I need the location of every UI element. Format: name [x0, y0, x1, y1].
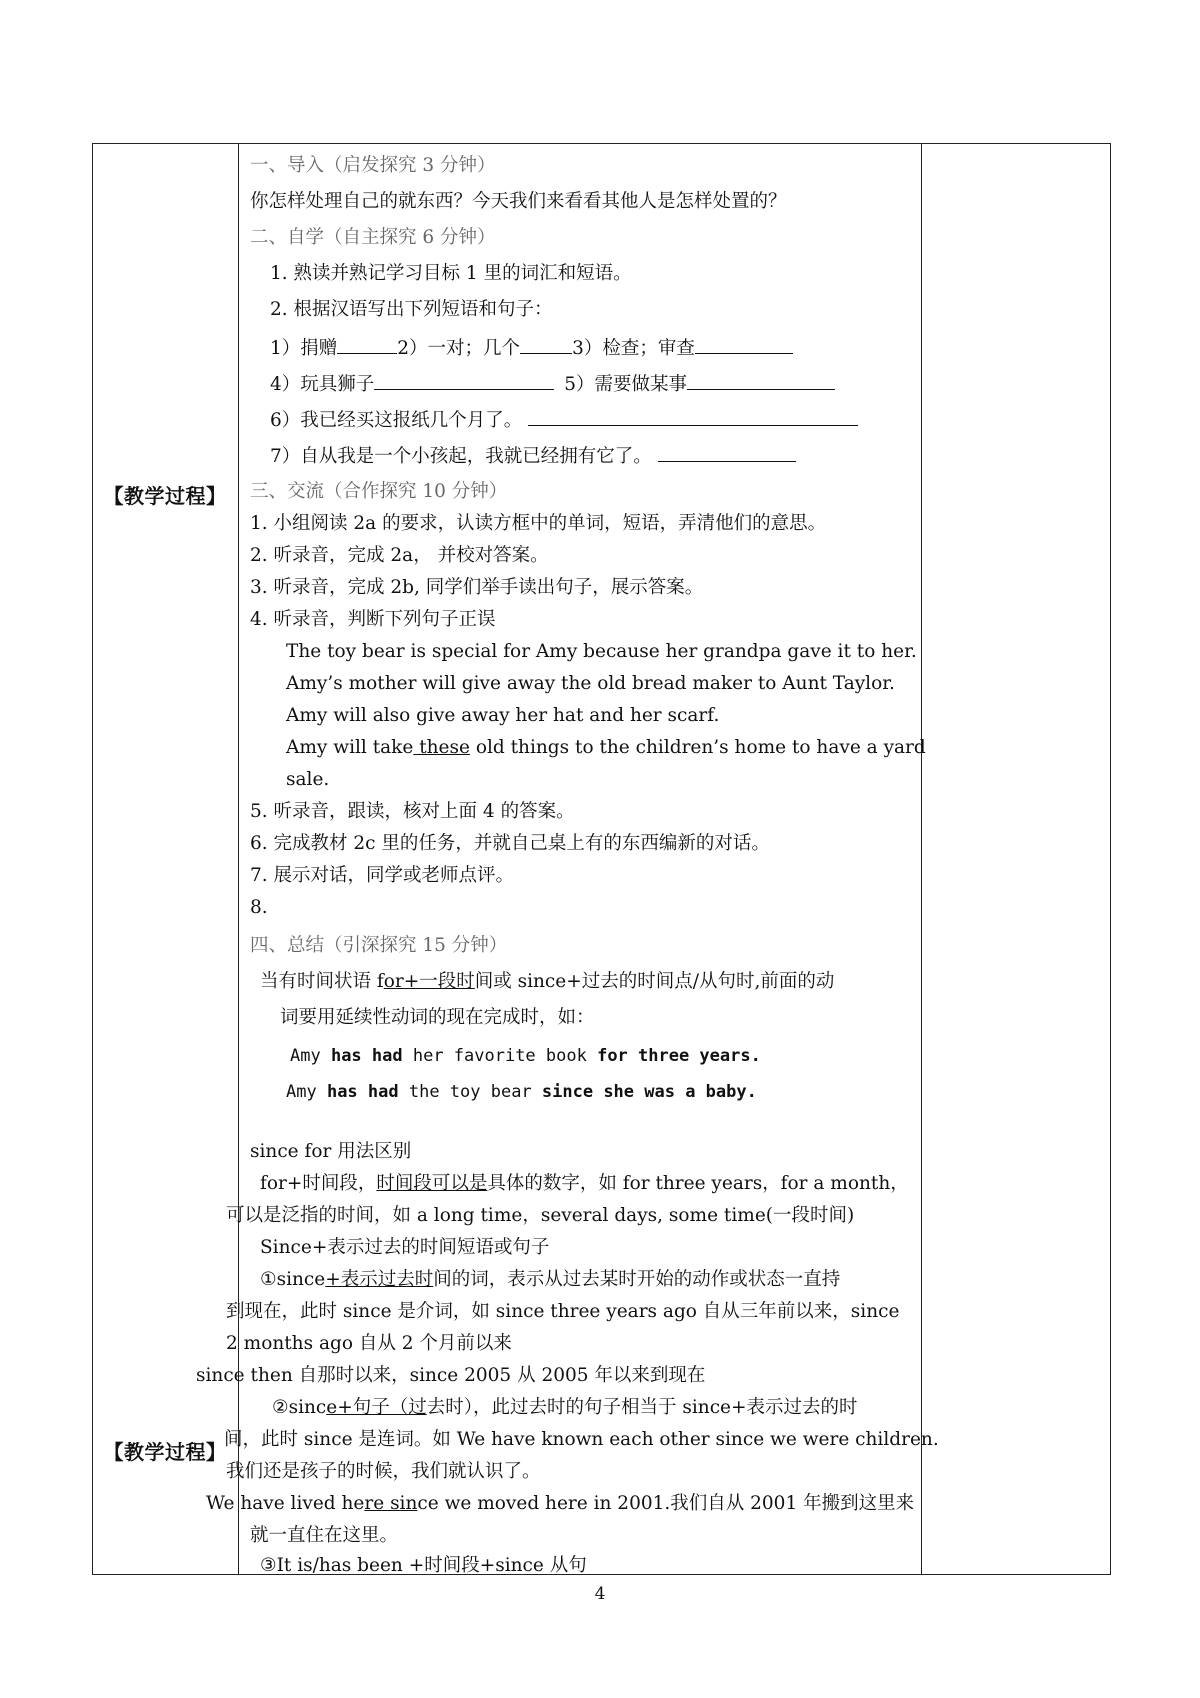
- usage-it-is-since: ③It is/has been +时间段+since 从句: [260, 1555, 587, 1576]
- phrase-label-2: 2）一对；几个: [397, 338, 521, 359]
- usage-since-4: since then 自那时以来，since 2005 从 2005 年以来到现在: [196, 1365, 706, 1386]
- example-1-bold-1: has had: [330, 1046, 403, 1066]
- usage-since-1-part-1: ①since: [260, 1269, 326, 1290]
- answer-blank-6[interactable]: [528, 405, 858, 426]
- usage-since-clause-underlined: e+句子（过: [326, 1397, 427, 1418]
- section-heading-intro: 一、导入（启发探究 3 分钟）: [250, 155, 496, 176]
- example-1-bold-2: for three years.: [597, 1046, 761, 1066]
- exchange-item-2: 2. 听录音，完成 2a， 并校对答案。: [250, 545, 549, 566]
- usage-since-1: [260, 1267, 840, 1293]
- answer-blank-2[interactable]: [520, 333, 572, 354]
- sentence-label-7: 7）自从我是一个小孩起，我就已经拥有它了。: [270, 446, 652, 467]
- example-sentence-2: [286, 1079, 757, 1105]
- example-2-bold-1: has had: [326, 1082, 399, 1102]
- exchange-item-1: 1. 小组阅读 2a 的要求，认读方框中的单词，短语，弄清他们的意思。: [250, 513, 827, 534]
- statement-4-continued: sale.: [286, 769, 330, 790]
- usage-for-1: [260, 1171, 909, 1197]
- sentence-label-6: 6）我已经买这报纸几个月了。: [270, 410, 523, 431]
- usage-heading: since for 用法区别: [250, 1141, 412, 1162]
- phrase-label-1: 1）捐赠: [270, 338, 338, 359]
- usage-since-2: 到现在，此时 since 是介词，如 since three years ago 自从三年前以来，since: [226, 1301, 900, 1322]
- phrase-label-3: 3）检查；审查: [572, 338, 695, 359]
- grammar-note-1-part-1: 当有时间状语 f: [260, 971, 384, 992]
- side-label-teaching-process-2: 【教学过程】: [103, 1440, 227, 1464]
- exchange-item-6: 6. 完成教材 2c 里的任务，并就自己桌上有的东西编新的对话。: [250, 833, 770, 854]
- sentence-row-6: [270, 405, 858, 434]
- statement-3: Amy will also give away her hat and her scarf.: [286, 705, 720, 726]
- usage-since-clause-1: [272, 1395, 858, 1421]
- section-heading-exchange: 三、交流（合作探究 10 分钟）: [250, 481, 508, 502]
- column-divider-left: [238, 143, 239, 1575]
- usage-since-clause-part-1: ②sinc: [272, 1397, 327, 1418]
- usage-for-part-2: 具体的数字，如 for three years，for a month，: [487, 1173, 909, 1194]
- exchange-item-3: 3. 听录音，完成 2b, 同学们举手读出句子，展示答案。: [250, 577, 704, 598]
- statement-4: [286, 735, 926, 761]
- usage-since-1-part-2: 间的词，表示从过去某时开始的动作或状态一直持: [433, 1269, 841, 1290]
- phrase-row-2: [270, 369, 835, 398]
- example-1-part-2: her favorite book: [402, 1046, 598, 1066]
- exchange-item-8: 8.: [250, 897, 268, 918]
- page-number: 4: [594, 1584, 606, 1604]
- section-heading-summary: 四、总结（引深探究 15 分钟）: [250, 935, 508, 956]
- usage-since-clause-4-part-1: We have lived he: [206, 1493, 365, 1514]
- selfstudy-item-1: 1. 熟读并熟记学习目标 1 里的词汇和短语。: [270, 263, 632, 284]
- selfstudy-item-2: 2. 根据汉语写出下列短语和句子：: [270, 299, 553, 320]
- answer-blank-7[interactable]: [658, 441, 796, 462]
- usage-since-heading: Since+表示过去的时间短语或句子: [260, 1237, 550, 1258]
- answer-blank-3[interactable]: [695, 333, 793, 354]
- exchange-item-7: 7. 展示对话，同学或老师点评。: [250, 865, 515, 886]
- usage-since-1-underlined: +表示过去时: [325, 1269, 434, 1290]
- usage-since-clause-3: 我们还是孩子的时候，我们就认识了。: [226, 1461, 541, 1482]
- example-2-bold-2: since she was a baby.: [541, 1082, 757, 1102]
- statement-4-part-2: old things to the children’s home to have a yard: [469, 737, 926, 758]
- usage-since-clause-4-part-2: ce we moved here in 2001.我们自从 2001 年搬到这里来: [417, 1493, 915, 1514]
- usage-since-clause-5: 就一直住在这里。: [250, 1525, 399, 1546]
- grammar-note-2: 词要用延续性动词的现在完成时，如：: [280, 1007, 595, 1028]
- grammar-note-1: [260, 969, 834, 995]
- usage-since-clause-2: 间，此时 since 是连词。如 We have known each other since we were children.: [224, 1429, 939, 1450]
- grammar-note-1-part-2: 间或 since+过去的时间点/从句时,前面的动: [474, 971, 835, 992]
- usage-for-part-1: for+时间段，: [260, 1173, 377, 1194]
- example-sentence-1: [290, 1043, 761, 1069]
- statement-1: The toy bear is special for Amy because her grandpa gave it to her.: [286, 641, 917, 662]
- column-divider-right: [921, 143, 922, 1575]
- exchange-item-4: 4. 听录音，判断下列句子正误: [250, 609, 496, 630]
- usage-since-clause-4-underlined: re sin: [364, 1493, 418, 1514]
- grammar-note-1-underlined: or+一段时: [383, 971, 475, 992]
- usage-since-clause-4: [206, 1491, 914, 1517]
- side-label-teaching-process: 【教学过程】: [103, 484, 227, 508]
- answer-blank-1[interactable]: [337, 333, 397, 354]
- phrase-label-5: 5）需要做某事: [564, 374, 688, 395]
- usage-since-clause-part-2: 去时），此过去时的句子相当于 since+表示过去的时: [426, 1397, 858, 1418]
- phrase-row-1: [270, 333, 793, 362]
- usage-since-3: 2 months ago 自从 2 个月前以来: [226, 1333, 512, 1354]
- exchange-item-5: 5. 听录音，跟读，核对上面 4 的答案。: [250, 801, 575, 822]
- answer-blank-4[interactable]: [374, 369, 554, 390]
- section-heading-selfstudy: 二、自学（自主探究 6 分钟）: [250, 227, 496, 248]
- lesson-content: [196, 143, 939, 1576]
- answer-blank-5[interactable]: [687, 369, 835, 390]
- statement-4-underlined: these: [413, 737, 470, 758]
- sentence-row-7: [270, 441, 796, 470]
- example-2-part-2: the toy bear: [398, 1082, 542, 1102]
- statement-2: Amy’s mother will give away the old bread maker to Aunt Taylor.: [286, 673, 895, 694]
- example-1-part-1: Amy: [290, 1046, 331, 1066]
- usage-for-2: 可以是泛指的时间，如 a long time，several days, some time(一段时间): [226, 1205, 855, 1226]
- example-2-part-1: Amy: [286, 1082, 327, 1102]
- phrase-label-4: 4）玩具狮子: [270, 374, 375, 395]
- intro-question: 你怎样处理自己的就东西？今天我们来看看其他人是怎样处置的？: [250, 191, 787, 212]
- statement-4-part-1: Amy will take: [286, 737, 414, 758]
- usage-for-underlined: 时间段可以是: [376, 1173, 488, 1194]
